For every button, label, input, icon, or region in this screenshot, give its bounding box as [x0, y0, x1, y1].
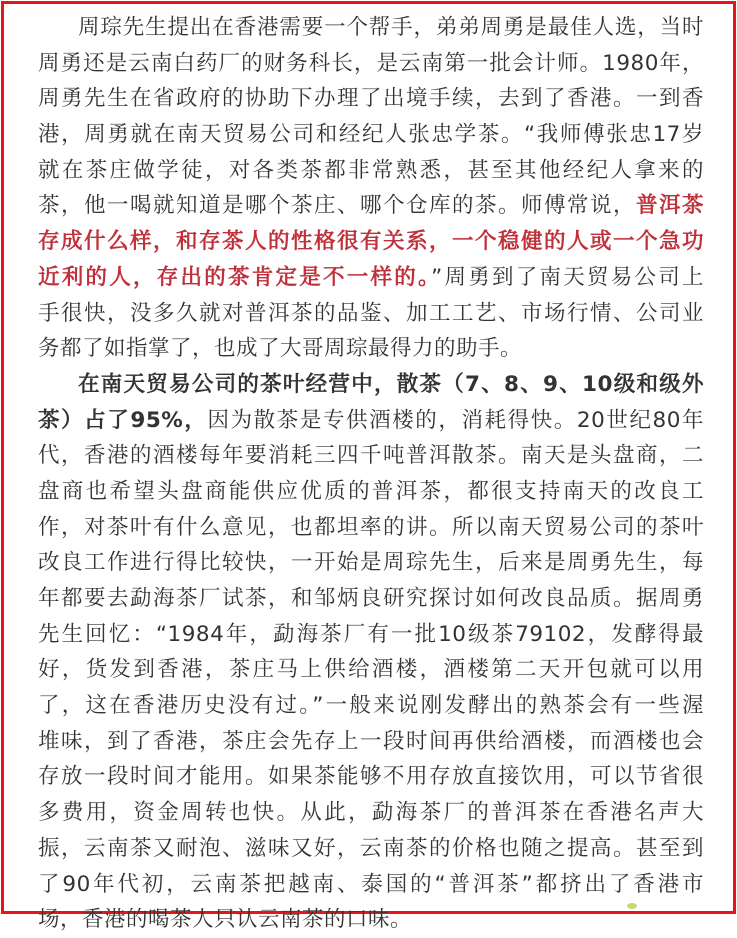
text-segment: 了，这在香港历史没有过。”一般来说刚发酵出的熟茶会有一些渥 — [38, 693, 704, 719]
text-segment: 周勇先生在省政府的协助下办理了出境手续，去到了香港。一到香 — [38, 86, 704, 112]
text-line — [38, 902, 704, 938]
text-segment: 了90年代初，云南茶把越南、泰国的“普洱茶”都挤出了香港市 — [38, 871, 704, 897]
text-segment: 年都要去勐海茶厂试茶，和邹炳良研究探讨如何改良品质。据周勇 — [38, 586, 704, 611]
text-line — [38, 688, 704, 724]
text-line — [38, 81, 704, 117]
text-segment: 周勇还是云南白药厂的财务科长，是云南第一批会计师。1980年， — [38, 50, 704, 76]
highlighted-text: 存成什么样，和存茶人的性格很有关系，一个稳健的人或一个急功 — [38, 229, 704, 255]
text-line — [38, 617, 704, 653]
text-segment: 先生回忆：“1984年，勐海茶厂有一批10级茶79102，发酵得最 — [38, 621, 704, 647]
text-line — [38, 724, 704, 760]
text-segment: 周琮先生提出在香港需要一个帮手，弟弟周勇是最佳人选，当时 — [78, 15, 704, 40]
text-line — [38, 652, 704, 688]
text-segment: 堆味，到了香港，茶庄会先存上一段时间再供给酒楼，而酒楼也会 — [38, 728, 704, 754]
decorative-dot — [627, 903, 637, 909]
text-line — [38, 581, 704, 617]
text-line — [38, 331, 704, 367]
text-segment: 存放一段时间才能用。如果茶能够不用存放直接饮用，可以节省很 — [38, 764, 704, 790]
text-line — [38, 296, 704, 332]
text-line — [38, 867, 704, 903]
text-line — [38, 224, 704, 260]
text-line — [38, 795, 704, 831]
text-segment: 振，云南茶又耐泡、滋味又好，云南茶的价格也随之提高。甚至到 — [38, 835, 704, 861]
text-segment: ”周勇到了南天贸易公司上 — [431, 264, 704, 290]
text-line — [38, 759, 704, 795]
text-line — [38, 831, 704, 867]
article-body — [38, 10, 704, 938]
text-line — [38, 545, 704, 581]
text-segment: 作，对茶叶有什么意见，也都坦率的讲。所以南天贸易公司的茶叶 — [38, 514, 704, 540]
text-segment: 茶，他一喝就知道是哪个茶庄、哪个仓库的茶。师傅常说， — [38, 193, 636, 219]
text-line — [38, 46, 704, 82]
text-segment: 好，货发到香港，茶庄马上供给酒楼，酒楼第二天开包就可以用 — [38, 657, 704, 683]
text-line — [38, 367, 704, 403]
text-segment: 代，香港的酒楼每年要消耗三四千吨普洱散茶。南天是头盘商，二 — [38, 443, 704, 469]
text-line — [38, 188, 704, 224]
text-segment: 就在茶庄做学徒，对各类茶都非常熟悉，甚至其他经纪人拿来的 — [38, 157, 704, 183]
text-line — [38, 474, 704, 510]
text-line — [38, 10, 704, 46]
text-line — [38, 260, 704, 296]
text-line — [38, 438, 704, 474]
text-line — [38, 510, 704, 546]
text-line — [38, 153, 704, 189]
bold-text: 茶）占了95%， — [38, 407, 208, 433]
bold-text: 在南天贸易公司的茶叶经营中，散茶（7、8、9、10级和级外 — [78, 371, 704, 397]
text-line — [38, 403, 704, 439]
text-segment: 因为散茶是专供酒楼的，消耗得快。20世纪80年 — [207, 407, 704, 433]
article-frame — [1, 1, 736, 933]
text-segment: 改良工作进行得比较快，一开始是周琮先生，后来是周勇先生，每 — [38, 550, 704, 576]
text-segment: 多费用，资金周转也快。从此，勐海茶厂的普洱茶在香港名声大 — [38, 800, 704, 826]
highlighted-text: 普洱茶 — [635, 193, 704, 219]
text-segment: 手很快，没多久就对普洱茶的品鉴、加工工艺、市场行情、公司业 — [38, 300, 704, 326]
highlighted-text: 近利的人，存出的茶肯定是不一样的。 — [38, 264, 432, 290]
text-segment: 港，周勇就在南天贸易公司和经纪人张忠学茶。“我师傅张忠17岁 — [38, 122, 704, 148]
text-line — [38, 117, 704, 153]
text-segment: 务都了如指掌了，也成了大哥周琮最得力的助手。 — [38, 336, 523, 362]
text-segment: 场，香港的喝茶人只认云南茶的口味。 — [38, 907, 413, 933]
text-segment: 盘商也希望头盘商能供应优质的普洱茶，都很支持南天的改良工 — [38, 478, 704, 504]
